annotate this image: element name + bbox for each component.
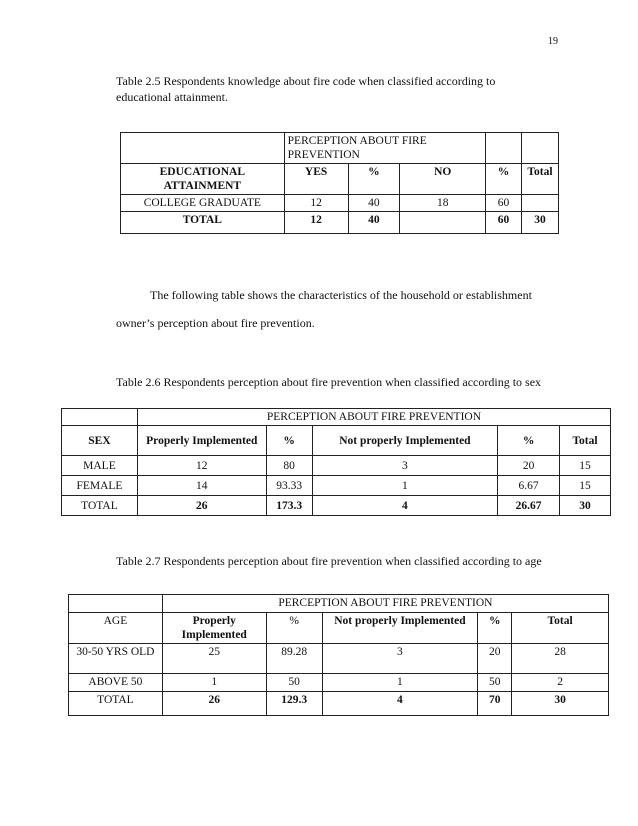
column-header: Total — [512, 613, 609, 644]
blank-cell — [521, 133, 558, 164]
table-cell: 173.3 — [266, 496, 312, 516]
table-header-row — [121, 133, 559, 164]
group-header: PERCEPTION ABOUT FIRE PREVENTION — [137, 409, 610, 426]
caption-line: educational attainment. — [116, 90, 228, 104]
table-2-6-caption: Table 2.6 Respondents perception about fire prevention when classified according to sex — [116, 375, 542, 389]
blank-cell — [486, 133, 522, 164]
column-header: % — [498, 426, 560, 456]
table-header-row — [121, 164, 559, 195]
table-cell: 60 — [486, 212, 522, 234]
table-cell: 1 — [312, 476, 498, 496]
blank-cell — [69, 595, 163, 613]
group-header: PERCEPTION ABOUT FIRE PREVENTION — [284, 133, 485, 164]
table-cell: 40 — [348, 195, 400, 212]
table-cell: 40 — [348, 212, 400, 234]
column-header: YES — [284, 164, 348, 195]
column-header: % — [478, 613, 512, 644]
table-cell — [521, 195, 558, 212]
table-cell: 1 — [322, 674, 478, 692]
table-2-7-caption: Table 2.7 Respondents perception about fire prevention when classified according to age — [116, 554, 542, 568]
table-cell: 30 — [512, 692, 609, 716]
table-total-row — [121, 212, 559, 234]
table-cell: 15 — [560, 476, 611, 496]
table-cell: 50 — [266, 674, 322, 692]
blank-cell — [62, 409, 138, 426]
table-cell: 2 — [512, 674, 609, 692]
column-header: Properly Implemented — [162, 613, 266, 644]
table-cell: 89.28 — [266, 644, 322, 674]
table-cell: 20 — [478, 644, 512, 674]
table-cell: TOTAL — [69, 692, 163, 716]
column-header: Not properly Implemented — [312, 426, 498, 456]
table-row — [69, 674, 609, 692]
table-cell: 93.33 — [266, 476, 312, 496]
page-number: 19 — [548, 36, 558, 47]
table-2-7 — [68, 594, 609, 716]
column-header: Not properly Implemented — [322, 613, 478, 644]
column-header: NO — [400, 164, 486, 195]
table-cell: 12 — [284, 195, 348, 212]
group-header: PERCEPTION ABOUT FIRE PREVENTION — [162, 595, 608, 613]
table-cell: 50 — [478, 674, 512, 692]
table-cell: MALE — [62, 456, 138, 476]
column-header: Total — [560, 426, 611, 456]
column-header: AGE — [69, 613, 163, 644]
table-cell: 28 — [512, 644, 609, 674]
table-total-row — [69, 692, 609, 716]
body-paragraph-line: owner’s perception about fire prevention. — [116, 316, 315, 330]
table-cell: 4 — [312, 496, 498, 516]
table-cell: 26 — [137, 496, 266, 516]
table-cell: 14 — [137, 476, 266, 496]
table-cell: 26.67 — [498, 496, 560, 516]
body-paragraph-line: The following table shows the characteristics of the household or establishment — [150, 288, 532, 302]
table-2-6 — [61, 408, 611, 516]
column-header: SEX — [62, 426, 138, 456]
column-header: % — [266, 426, 312, 456]
table-2-5 — [120, 132, 559, 234]
table-cell: 1 — [162, 674, 266, 692]
column-header: % — [266, 613, 322, 644]
table-2-5-caption — [116, 73, 495, 105]
table-cell: 30 — [521, 212, 558, 234]
column-header: EDUCATIONAL ATTAINMENT — [121, 164, 285, 195]
table-cell: 30 — [560, 496, 611, 516]
table-header-row — [69, 595, 609, 613]
table-cell: 30-50 YRS OLD — [69, 644, 163, 674]
table-cell: 129.3 — [266, 692, 322, 716]
table-cell: 26 — [162, 692, 266, 716]
table-header-row — [62, 409, 611, 426]
table-cell: 3 — [322, 644, 478, 674]
table-cell — [400, 212, 486, 234]
table-row — [62, 476, 611, 496]
table-cell: 12 — [137, 456, 266, 476]
table-cell: TOTAL — [62, 496, 138, 516]
column-header: Properly Implemented — [137, 426, 266, 456]
table-cell: 60 — [486, 195, 522, 212]
table-header-row — [62, 426, 611, 456]
table-cell: COLLEGE GRADUATE — [121, 195, 285, 212]
caption-line: Table 2.5 Respondents knowledge about fire code when classified according to — [116, 74, 496, 88]
table-cell: ABOVE 50 — [69, 674, 163, 692]
table-row — [121, 195, 559, 212]
table-cell: 80 — [266, 456, 312, 476]
column-header: % — [486, 164, 522, 195]
table-cell: 4 — [322, 692, 478, 716]
table-cell: 12 — [284, 212, 348, 234]
table-cell: 3 — [312, 456, 498, 476]
table-total-row — [62, 496, 611, 516]
column-header: Total — [521, 164, 558, 195]
table-cell: 70 — [478, 692, 512, 716]
table-cell: 20 — [498, 456, 560, 476]
table-cell: TOTAL — [121, 212, 285, 234]
column-header: % — [348, 164, 400, 195]
table-row — [62, 456, 611, 476]
blank-cell — [121, 133, 285, 164]
table-cell: 15 — [560, 456, 611, 476]
table-cell: FEMALE — [62, 476, 138, 496]
table-cell: 18 — [400, 195, 486, 212]
table-row — [69, 644, 609, 674]
table-cell: 25 — [162, 644, 266, 674]
table-cell: 6.67 — [498, 476, 560, 496]
table-header-row — [69, 613, 609, 644]
